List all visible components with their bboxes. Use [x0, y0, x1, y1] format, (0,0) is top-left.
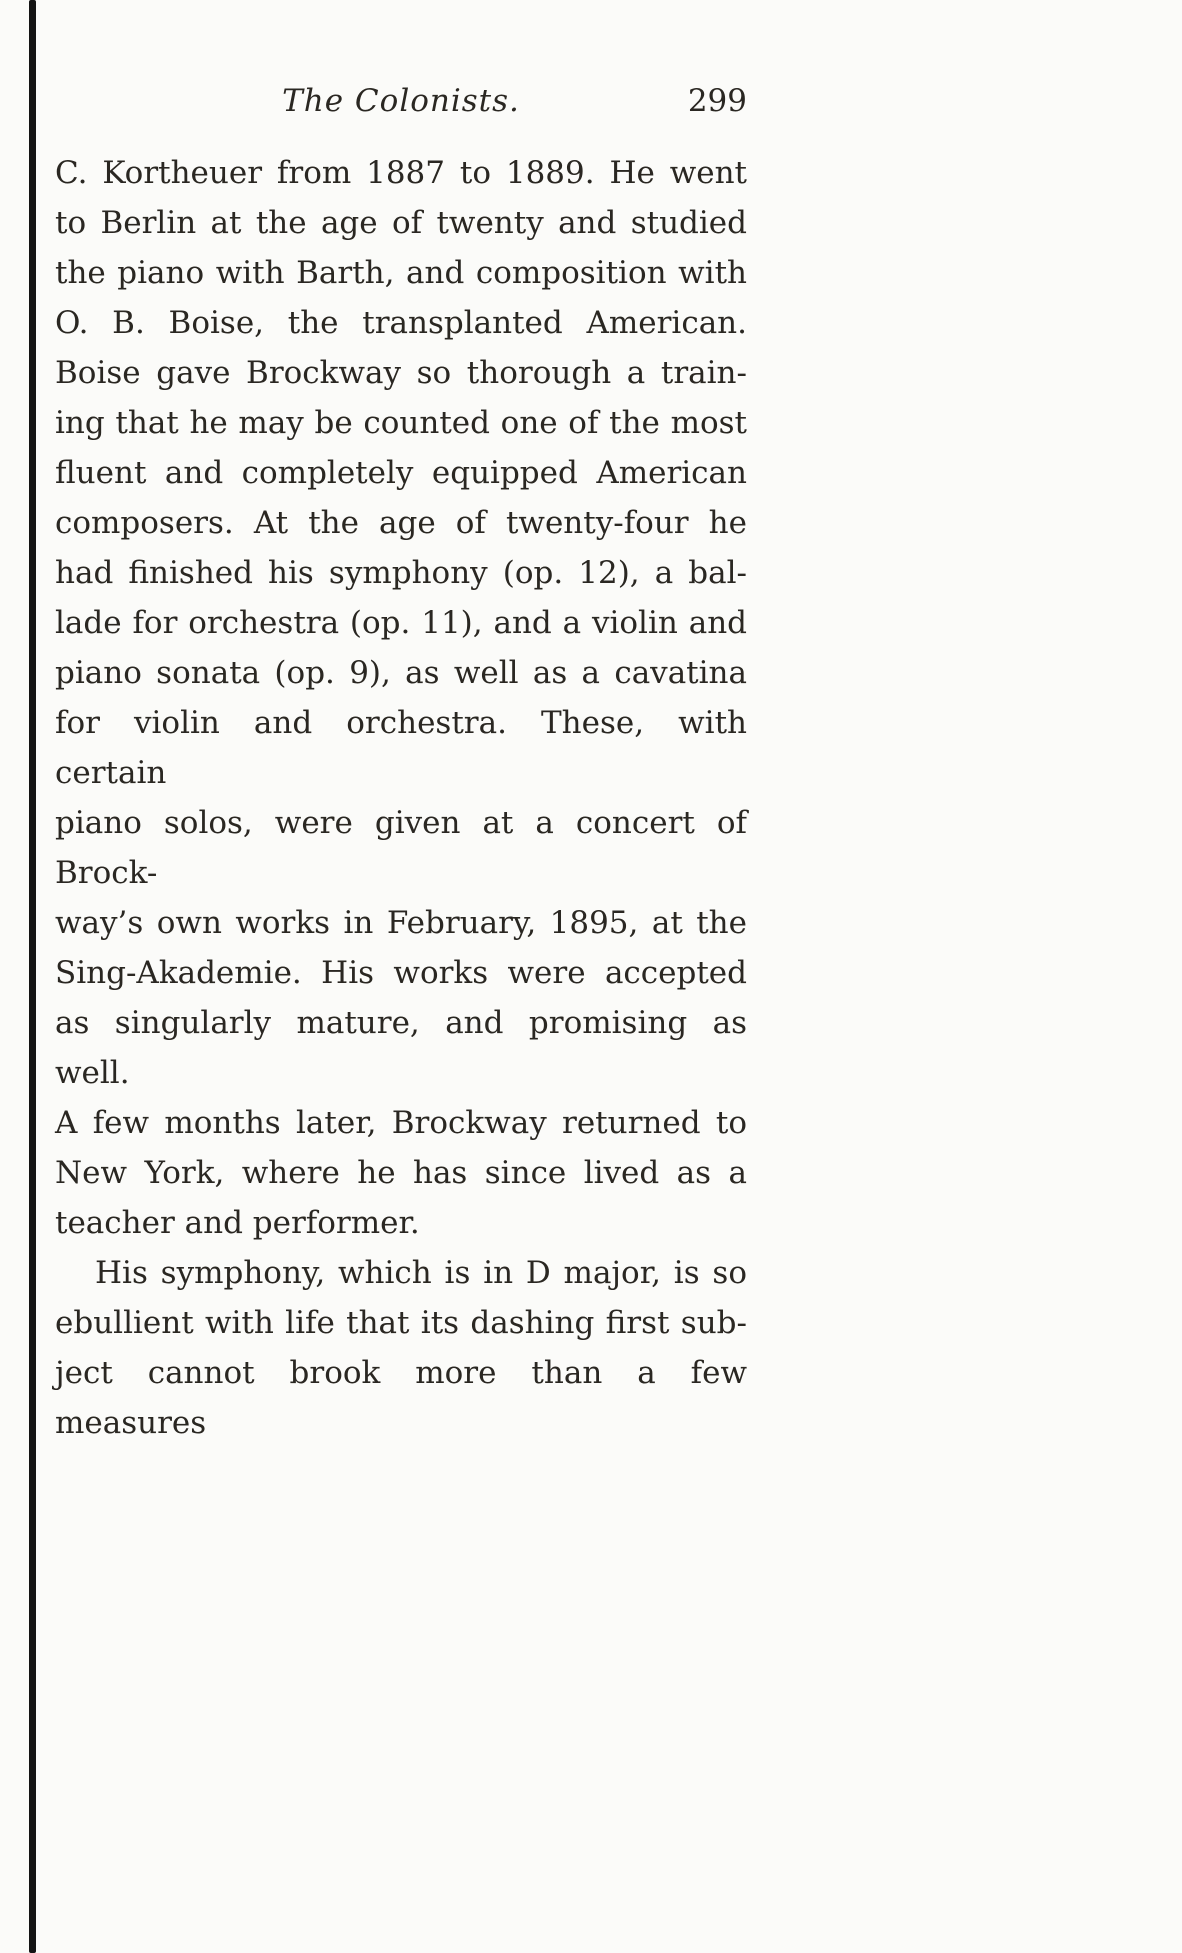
text-line: lade for orchestra (op. 11), and a violin and — [55, 605, 747, 641]
text-line: had finished his symphony (op. 12), a bal- — [55, 555, 747, 591]
page-number: 299 — [687, 83, 747, 119]
text-line: piano solos, were given at a concert of Brock- — [55, 805, 747, 891]
text-line: piano sonata (op. 9), as well as a cavatina — [55, 655, 747, 691]
text-line: Sing-Akademie. His works were accepted — [55, 955, 747, 991]
text-line: C. Kortheuer from 1887 to 1889. He went — [55, 155, 747, 191]
text-line: O. B. Boise, the transplanted American. — [55, 305, 747, 341]
text-line: ebullient with life that its dashing first sub- — [55, 1305, 747, 1341]
text-line: ject cannot brook more than a few measures — [55, 1355, 747, 1441]
text-block — [55, 0, 747, 1448]
text-line: fluent and completely equipped American — [55, 455, 747, 491]
running-title: The Colonists. — [282, 83, 520, 119]
text-line: His symphony, which is in D major, is so — [95, 1255, 747, 1291]
text-line: New York, where he has since lived as a — [55, 1155, 747, 1191]
text-line: the piano with Barth, and composition with — [55, 255, 747, 291]
body-text — [55, 148, 747, 1448]
text-line: as singularly mature, and promising as well. — [55, 1005, 747, 1091]
text-line: ing that he may be counted one of the most — [55, 405, 747, 441]
text-line: to Berlin at the age of twenty and studied — [55, 205, 747, 241]
text-line: for violin and orchestra. These, with certain — [55, 705, 747, 791]
text-line: teacher and performer. — [55, 1205, 420, 1241]
binding-line — [29, 0, 36, 1953]
text-line: composers. At the age of twenty-four he — [55, 505, 747, 541]
text-line: A few months later, Brockway returned to — [55, 1105, 747, 1141]
page-header — [55, 80, 747, 122]
text-line: way’s own works in February, 1895, at the — [55, 905, 747, 941]
text-line: Boise gave Brockway so thorough a train- — [55, 355, 747, 391]
